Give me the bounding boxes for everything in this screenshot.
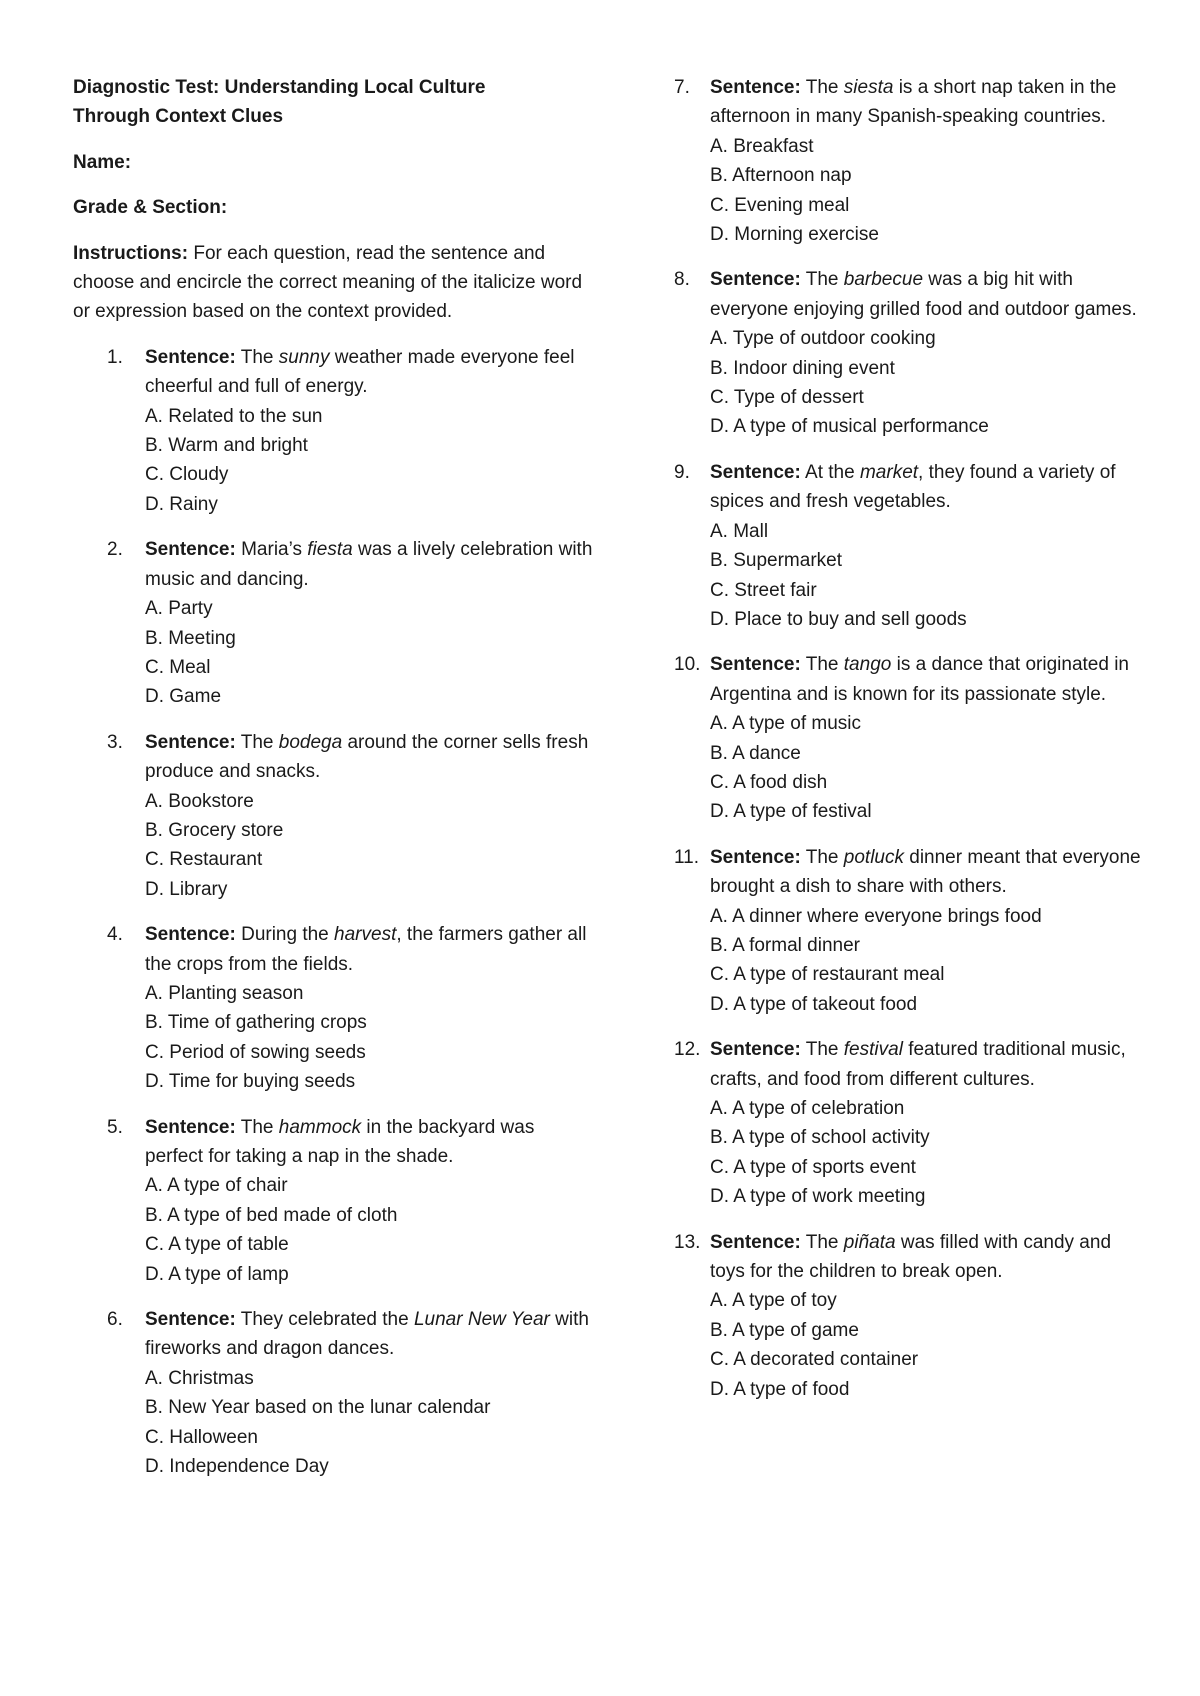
sentence-text-before: The: [235, 731, 279, 753]
sentence-label: Sentence:: [145, 1309, 236, 1331]
sentence-text-after: dinner meant that everyone brought a dish to share with others.: [710, 846, 1141, 898]
question-number: 7.: [674, 77, 690, 98]
sentence-text-after: weather made everyone feel cheerful and full of energy.: [145, 346, 575, 398]
answer-option[interactable]: B. A formal dinner: [710, 934, 860, 956]
answer-option[interactable]: C. A type of restaurant meal: [710, 964, 945, 986]
question-number: 3.: [107, 731, 123, 753]
sentence-label: Sentence:: [145, 924, 236, 946]
question-sentence: [710, 843, 1146, 902]
sentence-label: Sentence:: [710, 77, 801, 98]
answer-option[interactable]: B. Indoor dining event: [710, 357, 895, 379]
italic-term: barbecue: [843, 269, 924, 291]
question-item: [676, 1228, 1146, 1404]
question-sentence: [710, 1035, 1146, 1094]
question-sentence: [710, 458, 1146, 517]
sentence-text-before: The: [800, 77, 844, 98]
answer-option[interactable]: B. A dance: [710, 742, 801, 764]
left-column: [73, 73, 593, 1481]
italic-term: hammock: [278, 1116, 362, 1138]
sentence-text-before: The: [800, 654, 844, 676]
answer-option[interactable]: D. Independence Day: [145, 1456, 329, 1478]
italic-term: sunny: [278, 346, 330, 368]
question-item: [73, 728, 593, 904]
question-sentence: [145, 1113, 593, 1172]
answer-option[interactable]: D. Morning exercise: [710, 224, 879, 246]
title-line-2: Through Context Clues: [73, 106, 284, 128]
question-item: [73, 535, 593, 711]
name-field-label: Name:: [73, 151, 132, 173]
sentence-text-before: The: [235, 346, 279, 368]
sentence-text-after: featured traditional music, crafts, and food from different cultures.: [710, 1039, 1126, 1090]
sentence-text-before: The: [800, 1039, 844, 1061]
question-item: [676, 265, 1146, 441]
right-column: [676, 73, 1146, 1404]
answer-option[interactable]: D. A type of takeout food: [710, 993, 918, 1015]
answer-option[interactable]: B. Time of gathering crops: [145, 1012, 367, 1034]
sentence-text-before: The: [800, 269, 844, 291]
sentence-text-before: The: [800, 1231, 844, 1253]
question-item: [73, 343, 593, 519]
sentence-text-after: was a lively celebration with music and dancing.: [145, 539, 593, 590]
sentence-label: Sentence:: [710, 654, 801, 676]
sentence-label: Sentence:: [145, 539, 236, 561]
sentence-text-after: in the backyard was perfect for taking a nap in the shade.: [145, 1116, 535, 1167]
question-item: [676, 843, 1146, 1019]
question-sentence: [145, 1305, 593, 1364]
question-list-left: [73, 343, 593, 1482]
answer-option[interactable]: D. Rainy: [145, 493, 218, 515]
answer-option[interactable]: C. A type of sports event: [710, 1156, 916, 1178]
sentence-label: Sentence:: [145, 1116, 236, 1138]
answer-option[interactable]: B. Afternoon nap: [710, 165, 852, 187]
answer-option[interactable]: B. Grocery store: [145, 819, 284, 841]
answer-option[interactable]: A. A type of music: [710, 713, 862, 735]
sentence-text-before: The: [800, 846, 844, 868]
answer-option[interactable]: C. Restaurant: [145, 849, 263, 871]
answer-option[interactable]: B. A type of game: [710, 1319, 859, 1341]
answer-option[interactable]: D. Time for buying seeds: [145, 1071, 356, 1093]
question-number: 4.: [107, 924, 123, 946]
answer-option[interactable]: A. Christmas: [145, 1367, 254, 1389]
question-sentence: [145, 728, 593, 787]
sentence-text-after: with fireworks and dragon dances.: [145, 1309, 589, 1360]
answer-option[interactable]: C. Street fair: [710, 579, 817, 601]
question-number: 6.: [107, 1309, 123, 1331]
instructions-text: For each question, read the sentence and choose and encircle the correct meaning of the italicize word or expression based on the context provided.: [73, 242, 583, 323]
answer-option[interactable]: D. Library: [145, 878, 228, 900]
sentence-text-before: At the: [800, 461, 860, 483]
question-item: [676, 458, 1146, 634]
answer-option[interactable]: A. A type of toy: [710, 1290, 837, 1312]
question-item: [676, 73, 1146, 249]
sentence-label: Sentence:: [710, 1039, 801, 1061]
answer-option[interactable]: A. Party: [145, 598, 213, 620]
question-number: 1.: [107, 346, 123, 368]
question-sentence: [145, 535, 593, 594]
italic-term: Lunar New Year: [413, 1309, 550, 1331]
answer-option[interactable]: A. A type of celebration: [710, 1098, 905, 1119]
sentence-text-before: They celebrated the: [235, 1309, 414, 1331]
answer-option[interactable]: D. Game: [145, 686, 222, 708]
sentence-text-after: is a dance that originated in Argentina and is known for its passionate style.: [710, 654, 1129, 705]
sentence-text-before: Maria’s: [235, 539, 308, 561]
answer-option[interactable]: B. New Year based on the lunar calendar: [145, 1397, 491, 1419]
sentence-text-after: , the farmers gather all the crops from the fields.: [145, 924, 587, 975]
answer-option[interactable]: A. Planting season: [145, 982, 304, 1004]
question-number: 2.: [107, 539, 123, 561]
answer-option[interactable]: A. Mall: [710, 520, 769, 542]
italic-term: tango: [843, 654, 892, 676]
answer-option[interactable]: C. A decorated container: [710, 1349, 919, 1371]
sentence-text-after: was a big hit with everyone enjoying grilled food and outdoor games.: [710, 269, 1137, 320]
sentence-text-before: The: [235, 1116, 279, 1138]
italic-term: piñata: [843, 1231, 896, 1253]
sentence-text-after: was filled with candy and toys for the children to break open.: [710, 1231, 1112, 1283]
answer-option[interactable]: C. A food dish: [710, 771, 828, 793]
sentence-label: Sentence:: [710, 846, 801, 868]
answer-option[interactable]: D. A type of lamp: [145, 1263, 289, 1285]
answer-option[interactable]: B. A type of school activity: [710, 1127, 930, 1149]
sentence-label: Sentence:: [710, 269, 801, 291]
answer-option[interactable]: D. A type of musical performance: [710, 416, 989, 438]
answer-option[interactable]: A. Type of outdoor cooking: [710, 328, 936, 350]
answer-option[interactable]: A. A dinner where everyone brings food: [710, 905, 1042, 927]
question-sentence: [710, 650, 1146, 709]
sentence-label: Sentence:: [145, 346, 236, 368]
question-number: 11.: [674, 846, 700, 868]
answer-option[interactable]: C. Period of sowing seeds: [145, 1041, 366, 1063]
answer-option[interactable]: C. Evening meal: [710, 194, 850, 216]
italic-term: bodega: [278, 731, 343, 753]
italic-term: festival: [843, 1039, 903, 1061]
question-item: [676, 650, 1146, 826]
sentence-label: Sentence:: [710, 1231, 801, 1253]
question-item: [73, 920, 593, 1096]
answer-option[interactable]: D. A type of festival: [710, 801, 872, 823]
answer-option[interactable]: C. Type of dessert: [710, 387, 864, 409]
answer-option[interactable]: D. A type of food: [710, 1378, 850, 1400]
italic-term: fiesta: [307, 539, 353, 561]
question-number: 5.: [107, 1116, 123, 1138]
answer-option[interactable]: A. Related to the sun: [145, 405, 323, 427]
sentence-text-after: , they found a variety of spices and fresh vegetables.: [710, 461, 1116, 513]
answer-option[interactable]: D. A type of work meeting: [710, 1186, 926, 1208]
sentence-text-after: around the corner sells fresh produce and snacks.: [145, 731, 589, 783]
question-number: 13.: [674, 1231, 701, 1253]
italic-term: market: [859, 461, 919, 483]
answer-option[interactable]: A. A type of chair: [145, 1175, 288, 1197]
question-sentence: [710, 73, 1146, 132]
answer-option[interactable]: B. Supermarket: [710, 550, 842, 572]
question-item: [73, 1305, 593, 1481]
italic-term: siesta: [843, 77, 894, 98]
question-item: [676, 1035, 1146, 1211]
title-line-1: Diagnostic Test: Understanding Local Culture: [73, 77, 486, 98]
question-sentence: [710, 1228, 1146, 1287]
answer-option[interactable]: D. Place to buy and sell goods: [710, 608, 967, 630]
sentence-label: Sentence:: [710, 461, 801, 483]
italic-term: potluck: [843, 846, 904, 868]
answer-option[interactable]: C. A type of table: [145, 1234, 289, 1256]
italic-term: harvest: [334, 924, 397, 946]
instructions-label: Instructions:: [73, 242, 189, 264]
grade-section-label: Grade & Section:: [73, 197, 228, 219]
sentence-label: Sentence:: [145, 731, 236, 753]
answer-option[interactable]: B. Meeting: [145, 627, 236, 649]
question-list-right: [676, 73, 1146, 1404]
answer-option[interactable]: B. A type of bed made of cloth: [145, 1204, 398, 1226]
question-number: 8.: [674, 269, 690, 291]
sentence-text-before: During the: [235, 924, 335, 946]
question-sentence: [710, 265, 1146, 324]
answer-option[interactable]: A. Breakfast: [710, 135, 814, 157]
question-sentence: [145, 920, 593, 979]
question-item: [73, 1113, 593, 1289]
answer-option[interactable]: C. Cloudy: [145, 464, 229, 486]
page-title: [73, 73, 593, 132]
answer-option[interactable]: A. Bookstore: [145, 790, 254, 812]
instructions: [73, 239, 593, 327]
sentence-text-after: is a short nap taken in the afternoon in many Spanish-speaking countries.: [710, 77, 1117, 128]
answer-option[interactable]: C. Halloween: [145, 1426, 258, 1448]
answer-option[interactable]: B. Warm and bright: [145, 435, 308, 457]
question-number: 12.: [674, 1039, 701, 1061]
question-sentence: [145, 343, 593, 402]
answer-option[interactable]: C. Meal: [145, 656, 211, 678]
question-number: 9.: [674, 461, 690, 483]
question-number: 10.: [674, 654, 701, 676]
